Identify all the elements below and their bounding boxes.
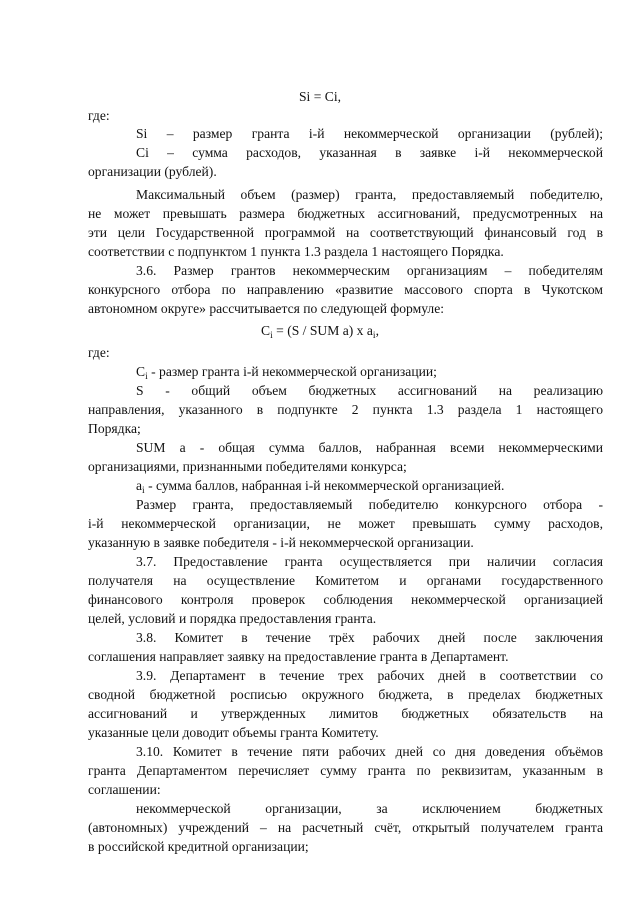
where-label-2: где: [88, 345, 110, 360]
formula-si-equals-ci: Si = Ci, [298, 89, 342, 104]
where-label: где: [88, 108, 110, 123]
formula-c-symbol: C [261, 323, 271, 338]
paragraph-3-7-line: получателя на осуществление Комитетом и органами государственного [88, 573, 603, 588]
definition-c [136, 362, 603, 381]
paragraph-nko-line: в российской кредитной организации; [88, 839, 309, 854]
paragraph-3-7: 3.7. Предоставление гранта осуществляется при наличии согласия [136, 554, 603, 569]
formula-body: = (S / SUM a) x a [272, 323, 373, 338]
paragraph-max-size-line: не может превышать размера бюджетных ассигнований, предусмотренных на [88, 206, 603, 221]
paragraph-grant-size-line: указанную в заявке победителя - i-й некоммерческой организации. [88, 535, 474, 550]
formula-subscript: i [372, 331, 376, 341]
definition-si: Si – размер гранта i-й некоммерческой организации (рублей); [136, 126, 603, 141]
paragraph-nko-line: (автономных) учреждений – на расчетный счёт, открытый получателем гранта [88, 820, 603, 835]
paragraph-3-9-line: указанные цели доводит объемы гранта Комитету. [88, 725, 379, 740]
paragraph-3-6-line: автономном округе» рассчитывается по следующей формуле: [88, 301, 445, 316]
definition-sum-a: SUM a - общая сумма баллов, набранная всеми некоммерческими [136, 440, 603, 455]
paragraph-grant-size-line: i-й некоммерческой организации, не может превышать сумму расходов, [88, 516, 603, 531]
definition-s-line: Порядка; [88, 421, 141, 436]
definition-subscript: i [142, 486, 145, 496]
paragraph-3-10-line: гранта Департаментом перечисляет сумму гранта по реквизитам, указанным в [88, 763, 603, 778]
formula-subscript: i [270, 331, 273, 341]
definition-s: S - общий объем бюджетных ассигнований на реализацию [136, 383, 603, 398]
formula-grant-calculation [0, 321, 640, 340]
paragraph-3-7-line: целей, условий и порядка предоставления гранта. [88, 611, 377, 626]
definition-ci-cont: организации (рублей). [88, 164, 217, 179]
paragraph-nko: некоммерческой организации, за исключением бюджетных [136, 801, 603, 816]
paragraph-3-6: 3.6. Размер грантов некоммерческим организациям – победителям [136, 263, 603, 278]
paragraph-3-9: 3.9. Департамент в течение трех рабочих дней в соответствии со [136, 668, 603, 683]
paragraph-3-8-line: соглашения направляет заявку на предоставление гранта в Департамент. [88, 649, 509, 664]
paragraph-3-10: 3.10. Комитет в течение пяти рабочих дней со дня доведения объёмов [136, 744, 603, 759]
paragraph-max-size: Максимальный объем (размер) гранта, предоставляемый победителю, [136, 187, 603, 202]
definition-s-line: направления, указанного в подпункте 2 пункта 1.3 раздела 1 настоящего [88, 402, 603, 417]
formula-end: , [375, 323, 379, 338]
paragraph-3-7-line: финансового контроля проверок соблюдения некоммерческой организацией [88, 592, 603, 607]
definition-ci: Ci – сумма расходов, указанная в заявке i-й некоммерческой [136, 145, 603, 160]
paragraph-3-10-line: соглашении: [88, 782, 161, 797]
paragraph-3-9-line: сводной бюджетной росписью окружного бюджета, в пределах бюджетных [88, 687, 603, 702]
definition-sum-a-line: организациями, признанными победителями конкурса; [88, 459, 407, 474]
definition-c-text: $C_i$ - размер гранта i-й некоммерческой организации; [136, 364, 437, 382]
definition-subscript: i [145, 372, 148, 382]
definition-ai: $a_i$ - сумма баллов, набранная i-й некоммерческой организацией. [136, 478, 505, 496]
paragraph-3-6-line: конкурсного отбора по направлению «развитие массового спорта в Чукотском [88, 282, 603, 297]
paragraph-3-9-line: ассигнований и утвержденных лимитов бюджетных обязательств на [88, 706, 603, 721]
paragraph-max-size-line: эти цели Государственной программой на соответствующий финансовый год в [88, 225, 603, 240]
paragraph-max-size-line: соответствии с подпунктом 1 пункта 1.3 раздела 1 настоящего Порядка. [88, 244, 504, 259]
paragraph-3-8: 3.8. Комитет в течение трёх рабочих дней после заключения [136, 630, 603, 645]
paragraph-grant-size: Размер гранта, предоставляемый победителю конкурсного отбора - [136, 497, 603, 512]
